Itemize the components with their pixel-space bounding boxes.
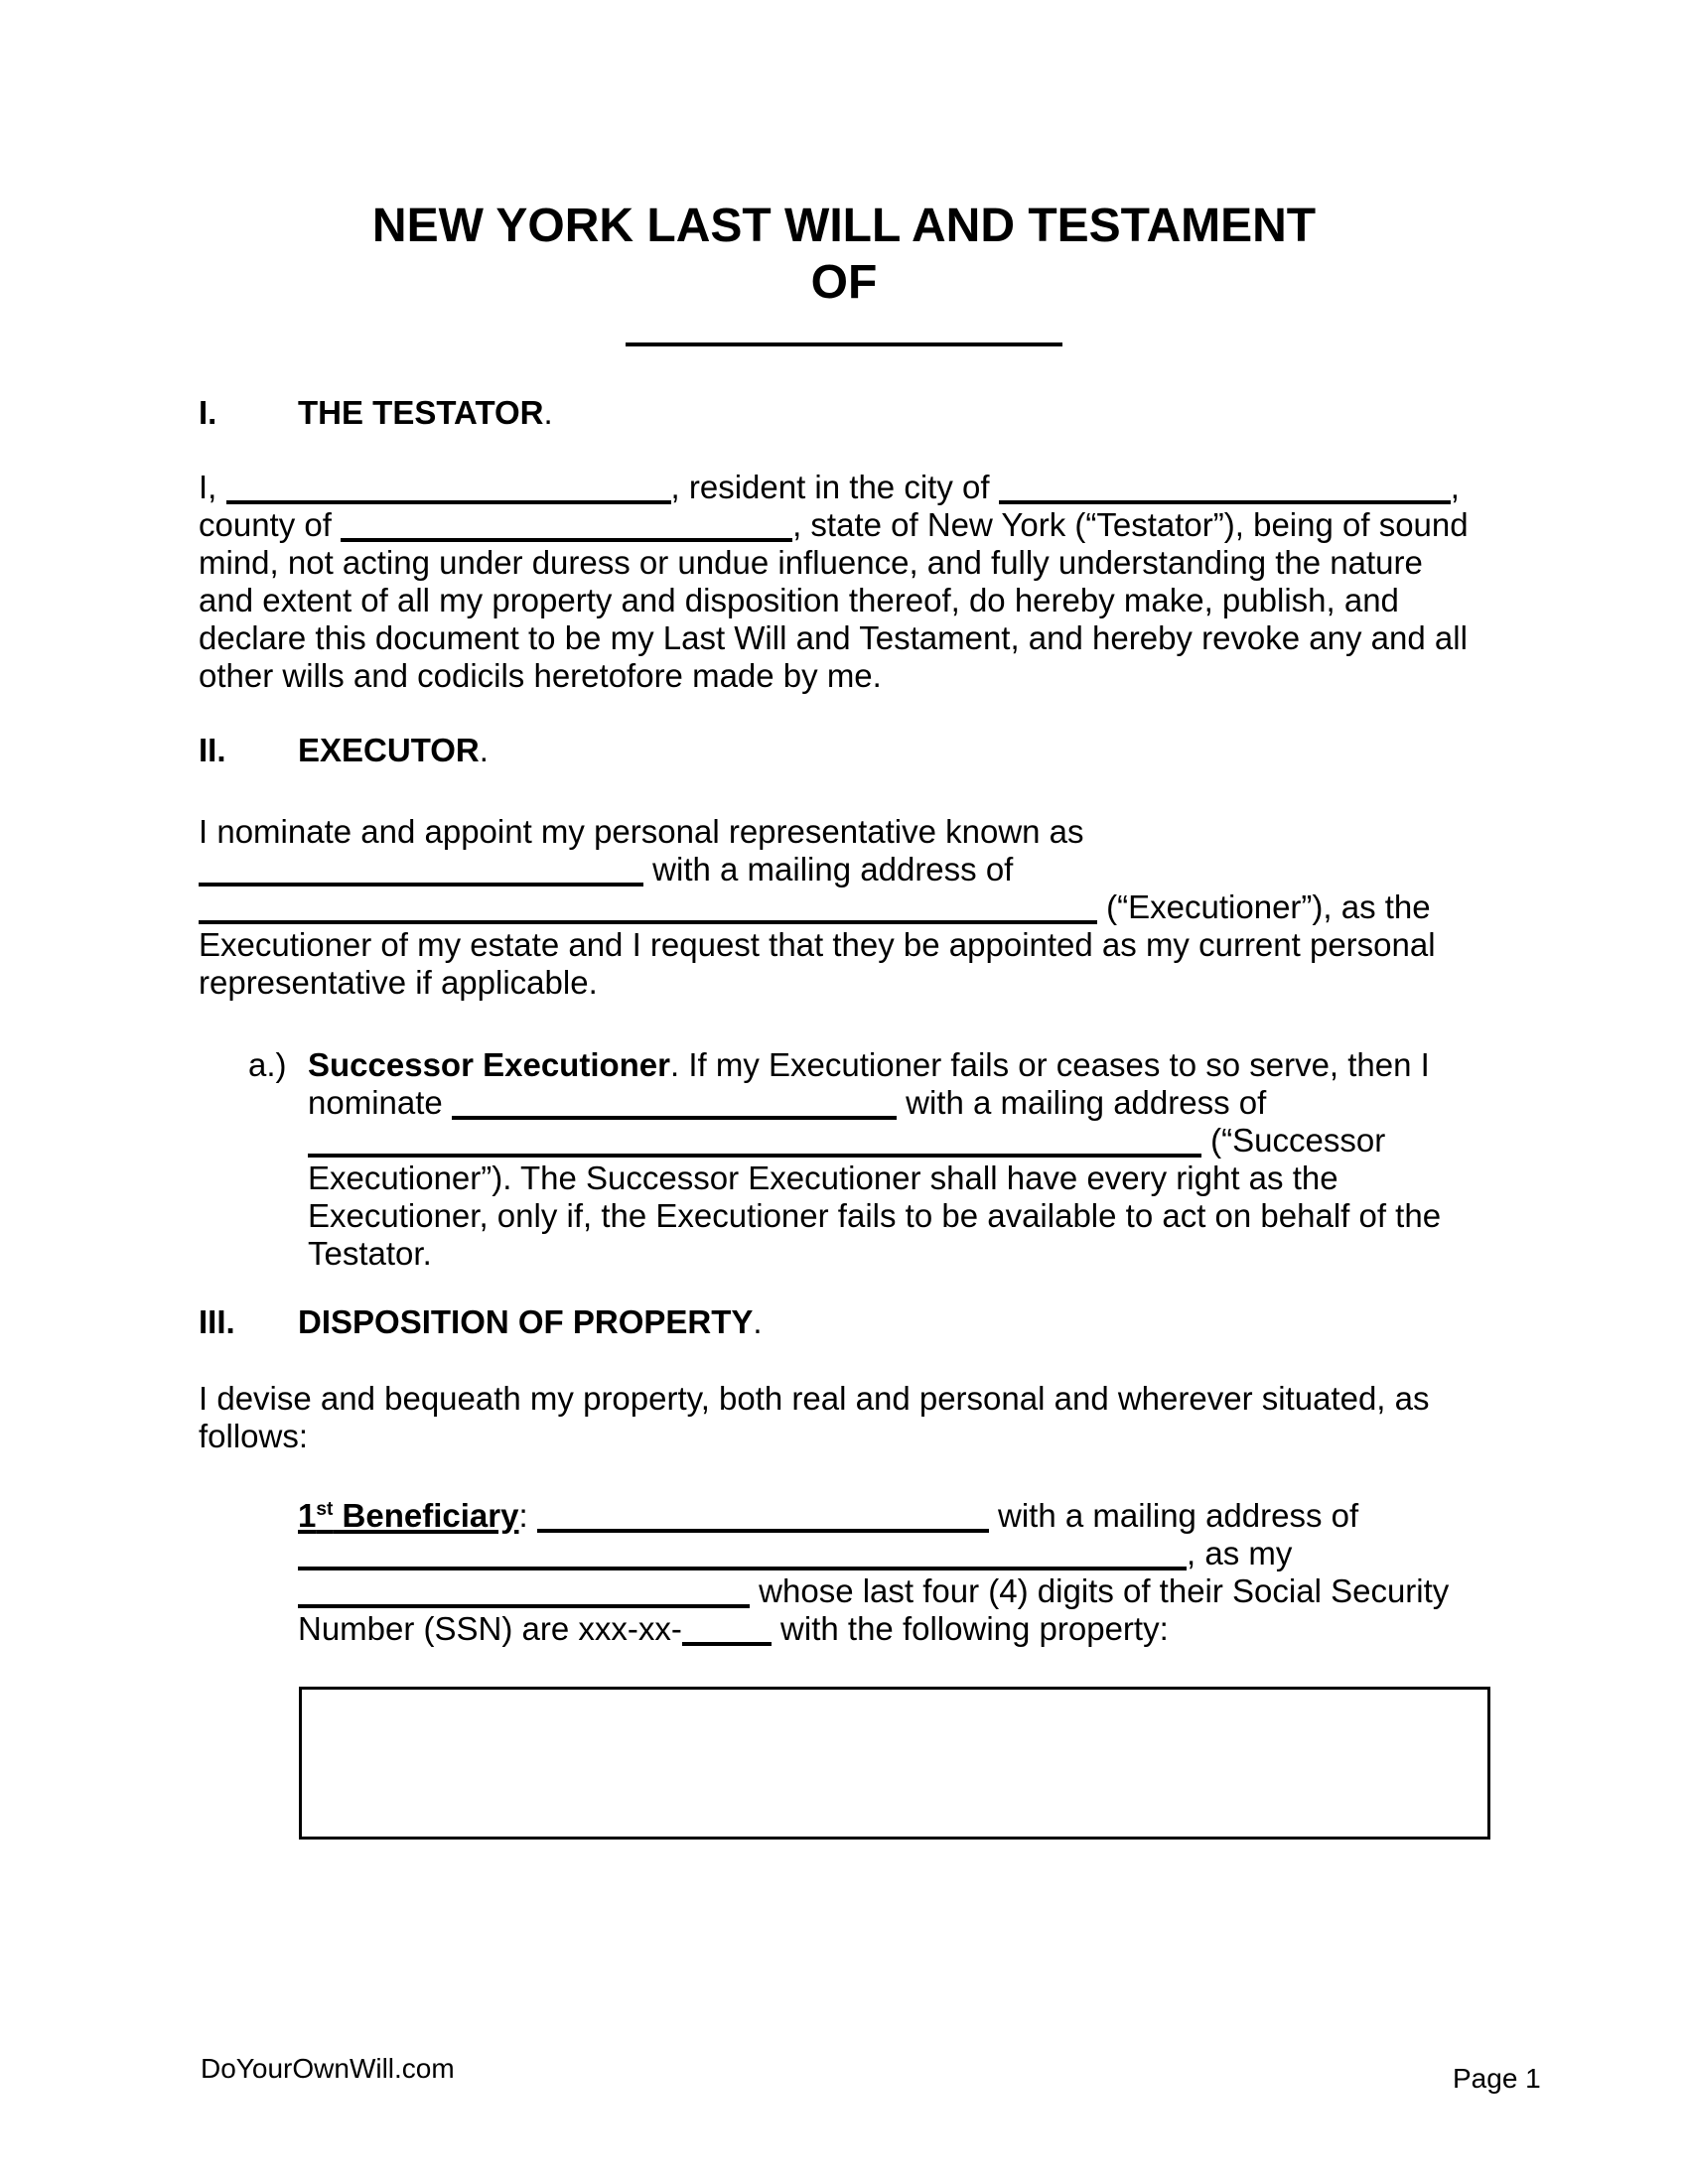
paragraph-line bbox=[199, 582, 1489, 619]
first-beneficiary-clause bbox=[199, 1491, 1489, 1648]
clause-line bbox=[308, 1122, 1489, 1160]
text-run: st bbox=[316, 1499, 334, 1520]
beneficiary-label bbox=[298, 1497, 518, 1534]
text-run: (“Executioner”), as the bbox=[1097, 888, 1431, 925]
beneficiary-line bbox=[298, 1535, 1489, 1572]
clause-line bbox=[308, 1235, 1489, 1273]
paragraph-line bbox=[199, 506, 1489, 544]
fill-in-blank bbox=[199, 920, 1097, 924]
section-title: DISPOSITION OF PROPERTY bbox=[298, 1303, 754, 1340]
text-run: I devise and bequeath my property, both real and personal and wherever situated, as bbox=[199, 1380, 1430, 1417]
document-title-line2: OF bbox=[810, 256, 878, 309]
text-run: Number (SSN) are xxx-xx- bbox=[298, 1610, 682, 1647]
fill-in-blank bbox=[999, 500, 1451, 504]
text-run: and extent of all my property and disposition thereof, do hereby make, publish, and bbox=[199, 582, 1399, 618]
text-run: I nominate and appoint my personal representative known as bbox=[199, 813, 1084, 850]
text-run: Successor Executioner bbox=[308, 1046, 670, 1083]
text-run: : bbox=[518, 1497, 537, 1534]
text-run: I, bbox=[199, 469, 226, 505]
text-run: Beneficiary bbox=[333, 1497, 519, 1534]
section-title: EXECUTOR bbox=[298, 732, 480, 768]
fill-in-blank bbox=[537, 1529, 989, 1533]
text-run: with a mailing address of bbox=[896, 1084, 1267, 1121]
text-run: nominate bbox=[308, 1084, 452, 1121]
section-heading-testator bbox=[199, 394, 1489, 432]
beneficiary-first-line bbox=[298, 1491, 1489, 1535]
paragraph-line bbox=[199, 619, 1489, 657]
fill-in-blank bbox=[298, 1567, 1187, 1570]
text-run: other wills and codicils heretofore made by me. bbox=[199, 657, 882, 694]
disposition-paragraph bbox=[199, 1380, 1489, 1455]
clause-line-runs bbox=[308, 1046, 1430, 1083]
paragraph-line bbox=[199, 1380, 1489, 1418]
text-run: with the following property: bbox=[771, 1610, 1169, 1647]
testator-name-blank-line bbox=[199, 311, 1489, 348]
beneficiary-line bbox=[298, 1572, 1489, 1610]
section-title-period: . bbox=[753, 1303, 763, 1340]
paragraph-line bbox=[199, 964, 1489, 1002]
document-title-line1: NEW YORK LAST WILL AND TESTAMENT bbox=[371, 200, 1317, 252]
text-run: Testator. bbox=[308, 1235, 432, 1272]
text-run: 1 bbox=[298, 1497, 317, 1534]
fill-in-blank bbox=[199, 883, 643, 887]
text-run: , resident in the city of bbox=[670, 469, 999, 505]
document-content bbox=[199, 0, 1489, 1840]
section-title-period: . bbox=[479, 732, 489, 768]
section-number: III. bbox=[199, 1303, 235, 1340]
testator-paragraph bbox=[199, 469, 1489, 695]
document-title bbox=[199, 198, 1489, 311]
footer-page-number: Page 1 bbox=[1453, 2063, 1541, 2094]
executor-paragraph bbox=[199, 813, 1489, 1002]
list-marker: a.) bbox=[248, 1046, 287, 1083]
fill-in-blank bbox=[226, 500, 671, 504]
paragraph-line bbox=[199, 888, 1489, 926]
text-run: mind, not acting under duress or undue influence, and fully understanding the nature bbox=[199, 544, 1423, 581]
fill-in-blank bbox=[298, 1604, 750, 1608]
fill-in-blank bbox=[682, 1642, 772, 1646]
text-run: , state of New York (“Testator”), being of sound bbox=[792, 506, 1469, 543]
section-heading-executor bbox=[199, 732, 1489, 769]
fill-in-blank bbox=[626, 342, 1062, 346]
clause-first-line bbox=[248, 1046, 1489, 1084]
beneficiary-line-runs bbox=[518, 1497, 1358, 1534]
section-title-period: . bbox=[543, 394, 553, 431]
text-run: Executioner, only if, the Executioner fails to be available to act on behalf of the bbox=[308, 1197, 1442, 1234]
text-run: , bbox=[1450, 469, 1460, 505]
text-run: declare this document to be my Last Will and Testament, and hereby revoke any and all bbox=[199, 619, 1468, 656]
section-number: I. bbox=[199, 394, 217, 431]
text-run: Executioner”). The Successor Executioner shall have every right as the bbox=[308, 1160, 1338, 1196]
section-heading-disposition bbox=[199, 1303, 1489, 1341]
fill-in-blank bbox=[341, 538, 792, 542]
section-number: II. bbox=[199, 732, 226, 768]
successor-executioner-clause bbox=[199, 1046, 1489, 1273]
text-run: . If my Executioner fails or ceases to so serve, then I bbox=[670, 1046, 1430, 1083]
paragraph-line bbox=[199, 544, 1489, 582]
text-run: (“Successor bbox=[1201, 1122, 1386, 1159]
property-description-box bbox=[299, 1687, 1490, 1840]
clause-line bbox=[308, 1084, 1489, 1122]
clause-line bbox=[308, 1197, 1489, 1235]
text-run: county of bbox=[199, 506, 342, 543]
text-run: with a mailing address of bbox=[643, 851, 1014, 887]
paragraph-line bbox=[199, 1418, 1489, 1455]
fill-in-blank bbox=[452, 1116, 897, 1120]
text-run: , as my bbox=[1187, 1535, 1293, 1571]
paragraph-line bbox=[199, 469, 1489, 506]
text-run: with a mailing address of bbox=[988, 1497, 1359, 1534]
paragraph-line bbox=[199, 926, 1489, 964]
paragraph-line bbox=[199, 851, 1489, 888]
footer-site-name: DoYourOwnWill.com bbox=[201, 2053, 455, 2084]
paragraph-line bbox=[199, 657, 1489, 695]
paragraph-line bbox=[199, 813, 1489, 851]
clause-line bbox=[308, 1160, 1489, 1197]
text-run: whose last four (4) digits of their Social Security bbox=[750, 1572, 1450, 1609]
text-run: Executioner of my estate and I request that they be appointed as my current personal bbox=[199, 926, 1436, 963]
text-run: representative if applicable. bbox=[199, 964, 598, 1001]
fill-in-blank bbox=[308, 1154, 1201, 1158]
section-title: THE TESTATOR bbox=[298, 394, 544, 431]
text-run: follows: bbox=[199, 1418, 309, 1454]
beneficiary-line bbox=[298, 1610, 1489, 1648]
